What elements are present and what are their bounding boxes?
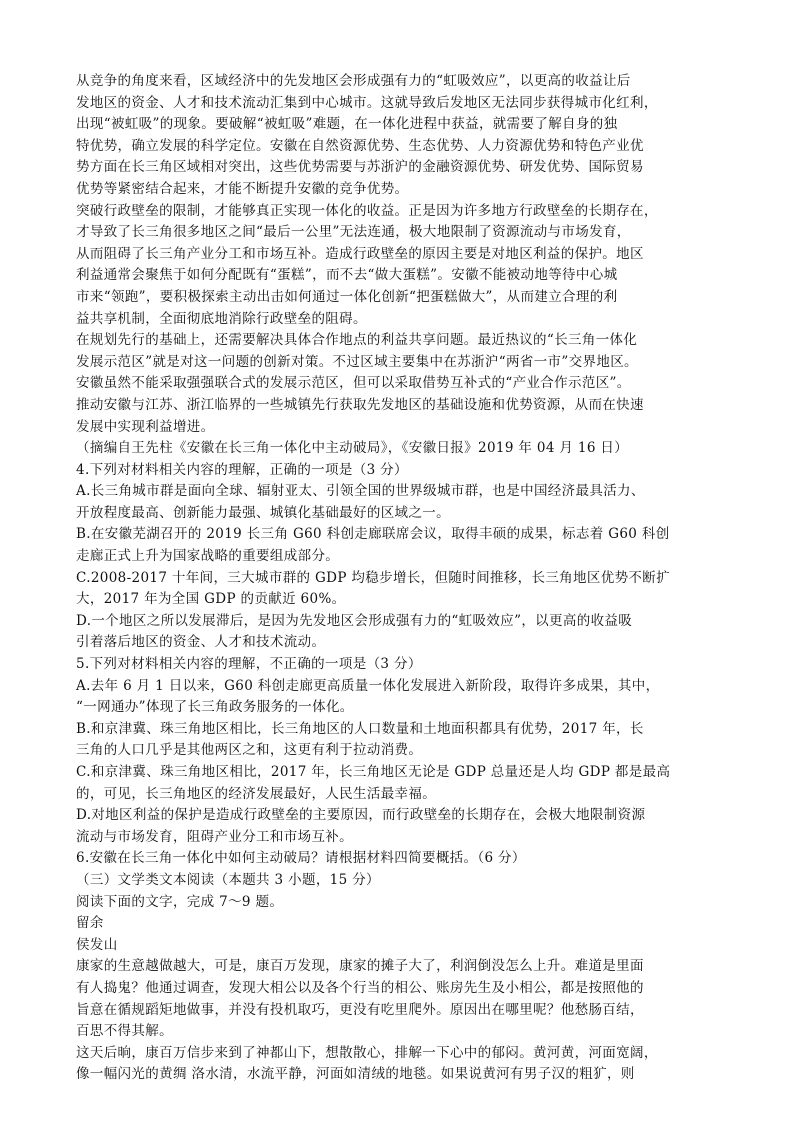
text-line: 市来“领跑”，要积极探索主动出击如何通过一体化创新“把蛋糕做大”，从而建立合理的利 (76, 288, 618, 305)
text-line: 安徽虽然不能采取强强联合式的发展示范区，但可以采取借势互补式的“产业合作示范区”。 (76, 375, 631, 392)
text-line: 有人捣鬼？他通过调查，发现大相公以及各个行当的相公、账房先生及小相公，都是按照他的 (76, 979, 644, 996)
text-line: 阅读下面的文字，完成 7～9 题。 (76, 893, 284, 910)
text-line: 优势等紧密结合起来，才能不断提升安徽的竞争优势。 (76, 180, 409, 197)
text-line: 出现“被虹吸”的现象。要破解“被虹吸”难题，在一体化进程中获益，就需要了解自身的独 (76, 116, 618, 133)
text-line: A.长三角城市群是面向全球、辐射亚太、引领全国的世界级城市群，也是中国经济最具活力、 (76, 483, 645, 500)
text-line: 走廊正式上升为国家战略的重要组成部分。 (76, 548, 340, 565)
text-line: 开放程度最高、创新能力最强、城镇化基础最好的区域之一。 (76, 504, 450, 521)
text-line: 发地区的资金、人才和技术流动汇集到中心城市。这就导致后发地区无法同步获得城市化红利， (76, 94, 658, 111)
text-line: 侯发山 (76, 936, 118, 953)
text-line: 利益通常会聚焦于如何分配既有“蛋糕”，而不去“做大蛋糕”。安徽不能被动地等待中心城 (76, 267, 618, 284)
text-line: 从而阻碍了长三角产业分工和市场互补。造成行政壁垒的原因主要是对地区利益的保护。地区 (76, 245, 644, 262)
text-line: 6.安徽在长三角一体化中如何主动破局？请根据材料四简要概括。（6 分） (76, 850, 526, 867)
text-line: 4.下列对材料相关内容的理解，正确的一项是（3 分） (76, 461, 408, 478)
text-line: 大，2017 年为全国 GDP 的贡献近 60%。 (76, 591, 346, 608)
text-line: C.和京津冀、珠三角地区相比，2017 年，长三角地区无论是 GDP 总量还是人均 GDP 都是最高 (76, 764, 671, 780)
text-line: B.和京津冀、珠三角地区相比，长三角地区的人口数量和土地面积都具有优势，2017 年，长 (76, 720, 644, 737)
text-line: 这天后晌，康百万信步来到了神都山下，想散散心，排解一下心中的郁闷。黄河黄，河面宽阔， (76, 1044, 658, 1061)
document-page (76, 71, 742, 1086)
text-line: 像一幅闪光的黄绸 洛水清，水流平静，河面如清绒的地毯。如果说黄河有男子汉的粗犷，则 (76, 1066, 635, 1083)
text-line: 的，可见，长三角地区的经济发展最好，人民生活最幸福。 (76, 785, 437, 802)
text-line: 才导致了长三角很多地区之间“最后一公里”无法连通，极大地限制了资源流动与市场发育， (76, 224, 631, 241)
text-line: A.去年 6 月 1 日以来，G60 科创走廊更高质量一体化发展进入新阶段，取得许多成果，其中， (76, 677, 660, 694)
text-line: “一网通办”体现了长三角政务服务的一体化。 (76, 699, 354, 716)
text-line: 推动安徽与江苏、浙江临界的一些城镇先行获取先发地区的基础设施和优势资源，从而在快速 (76, 396, 644, 413)
text-line: 留余 (76, 915, 104, 932)
text-line: 三角的人口几乎是其他两区之和，这更有利于拉动消费。 (76, 742, 423, 759)
text-line: C.2008-2017 十年间，三大城市群的 GDP 均稳步增长，但随时间推移，长三角地区优势不断扩 (76, 569, 670, 586)
text-line: 从竞争的角度来看，区域经济中的先发地区会形成强有力的“虹吸效应”，以更高的收益让后 (76, 73, 631, 89)
text-line: 引着落后地区的资金、人才和技术流动。 (76, 634, 326, 651)
text-line: 势方面在长三角区域相对突出，这些优势需要与苏浙沪的金融资源优势、研发优势、国际贸易 (76, 159, 644, 176)
text-line: D.对地区利益的保护是造成行政壁垒的主要原因，而行政壁垒的长期存在，会极大地限制资源 (76, 807, 646, 824)
text-line: 旨意在循规蹈矩地做事，并没有投机取巧，更没有吃里爬外。原因出在哪里呢？他愁肠百结， (76, 1001, 644, 1018)
text-line: 发展示范区”就是对这一问题的创新对策。不过区域主要集中在苏浙沪“两省一市”交界地区。 (76, 353, 638, 370)
text-line: 百思不得其解。 (76, 1023, 173, 1040)
text-line: 5.下列对材料相关内容的理解，不正确的一项是（3 分） (76, 656, 422, 673)
text-line: B.在安徽芜湖召开的 2019 长三角 G60 科创走廊联席会议，取得丰硕的成果，标志着 G60 科创 (76, 526, 670, 543)
text-line: 康家的生意越做越大，可是，康百万发现，康家的摊子大了，利润倒没怎么上升。难道是里面 (76, 958, 644, 975)
text-line: 发展中实现利益增进。 (76, 418, 215, 435)
text-line: 流动与市场发育，阻碍产业分工和市场互补。 (76, 828, 353, 845)
text-line: （摘编自王先柱《安徽在长三角一体化中主动破局》，《安徽日报》2019 年 04 月 16 日） (76, 440, 629, 457)
text-line: 在规划先行的基础上，还需要解决具体合作地点的利益共享问题。最近热议的“长三角一体化 (76, 332, 638, 349)
text-line: 益共享机制，全面彻底地消除行政壁垒的阻碍。 (76, 310, 367, 327)
text-line: （三）文学类文本阅读（本题共 3 小题，15 分） (76, 871, 380, 888)
text-line: 突破行政壁垒的限制，才能够真正实现一体化的收益。正是因为许多地方行政壁垒的长期存在， (76, 202, 658, 219)
text-line: D.一个地区之所以发展滞后，是因为先发地区会形成强有力的“虹吸效应”，以更高的收益吸 (76, 612, 633, 629)
text-line: 特优势，确立发展的科学定位。安徽在自然资源优势、生态优势、人力资源优势和特色产业优 (76, 137, 644, 154)
